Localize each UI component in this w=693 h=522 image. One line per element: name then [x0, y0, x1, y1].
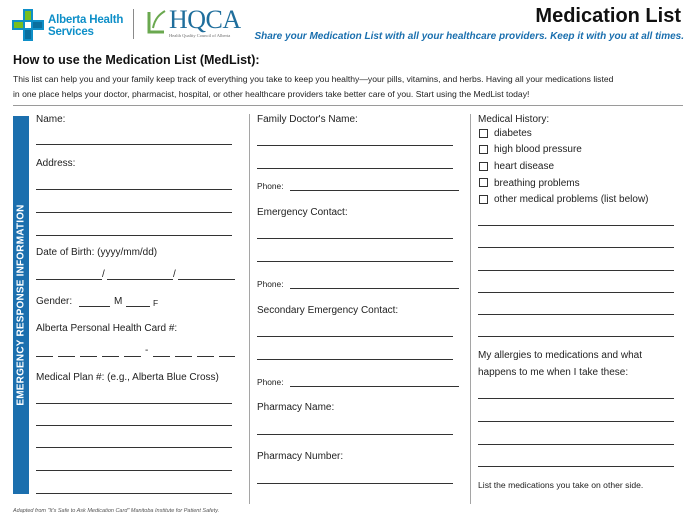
pharmacy-number-label: Pharmacy Number: — [257, 451, 344, 462]
gender-f-field[interactable] — [126, 306, 150, 307]
address-field-2[interactable] — [36, 212, 232, 213]
medical-history-field-6[interactable] — [478, 336, 674, 337]
family-doctor-field-2[interactable] — [257, 168, 453, 169]
dob-separator-2: / — [173, 269, 176, 280]
other-medical-problems-label: other medical problems (list below) — [494, 194, 649, 205]
medical-plan-field-3[interactable] — [36, 447, 232, 448]
medical-history-label: Medical History: — [478, 114, 550, 125]
diabetes-label: diabetes — [494, 128, 532, 139]
high-blood-pressure-label: high blood pressure — [494, 144, 582, 155]
column-divider-1 — [249, 114, 250, 504]
emergency-banner — [13, 116, 29, 494]
health-card-digit[interactable] — [36, 356, 53, 357]
hqca-logo-subtitle: Health Quality Council of Alberta — [169, 33, 231, 38]
health-card-digit[interactable] — [80, 356, 97, 357]
health-card-digit[interactable] — [153, 356, 170, 357]
hqca-mark-icon — [146, 8, 168, 36]
doctor-phone-field[interactable] — [290, 190, 459, 191]
ahs-logo-line1: Alberta Health — [48, 14, 124, 26]
health-card-label: Alberta Personal Health Card #: — [36, 323, 178, 334]
allergies-field-2[interactable] — [478, 421, 674, 422]
gender-m-label: M — [114, 296, 123, 307]
dob-day-field[interactable] — [178, 279, 235, 280]
diabetes-checkbox[interactable] — [479, 129, 488, 138]
tagline: Share your Medication List with all your healthcare providers. Keep it with you at all times. — [254, 31, 684, 42]
allergies-field-1[interactable] — [478, 398, 674, 399]
gender-m-field[interactable] — [79, 306, 110, 307]
hqca-logo-text: HQCA — [169, 5, 241, 34]
section-divider — [13, 105, 683, 106]
health-card-dash: - — [145, 345, 149, 356]
secondary-phone-label: Phone: — [257, 377, 284, 387]
emergency-contact-field-1[interactable] — [257, 238, 453, 239]
how-to-heading: How to use the Medication List (MedList): — [13, 53, 260, 67]
address-field-1[interactable] — [36, 189, 232, 190]
ahs-logo-text — [48, 14, 123, 38]
medical-plan-field-1[interactable] — [36, 403, 232, 404]
family-doctor-field-1[interactable] — [257, 145, 453, 146]
emergency-contact-label: Emergency Contact: — [257, 207, 348, 218]
logo-divider — [133, 9, 134, 39]
page-title: Medication List — [535, 5, 681, 27]
secondary-contact-field-2[interactable] — [257, 359, 453, 360]
pharmacy-name-field[interactable] — [257, 434, 453, 435]
health-card-digit[interactable] — [175, 356, 192, 357]
medical-history-field-1[interactable] — [478, 225, 674, 226]
pharmacy-name-label: Pharmacy Name: — [257, 402, 335, 413]
intro-line-1: This list can help you and your family keep track of everything you take to keep you healthy—your pills, vitamins, and herbs. Having all your medications listed — [13, 74, 614, 84]
medical-history-field-2[interactable] — [478, 247, 674, 248]
ahs-logo-line2: Services — [48, 26, 94, 38]
high-blood-pressure-checkbox[interactable] — [479, 145, 488, 154]
allergies-field-4[interactable] — [478, 466, 674, 467]
heart-disease-label: heart disease — [494, 161, 555, 172]
emergency-phone-field[interactable] — [290, 288, 459, 289]
intro-line-2: in one place helps your doctor, pharmacist, hospital, or other healthcare providers take better care of you. Start using the MedList today! — [13, 89, 530, 99]
attribution-footnote: Adapted from "It's Safe to Ask Medication Card" Manitoba Institute for Patient Safety. — [13, 508, 220, 514]
breathing-problems-checkbox[interactable] — [479, 178, 488, 187]
medical-plan-field-5[interactable] — [36, 493, 232, 494]
emergency-contact-field-2[interactable] — [257, 261, 453, 262]
medical-history-field-4[interactable] — [478, 292, 674, 293]
secondary-phone-field[interactable] — [290, 386, 459, 387]
medical-plan-field-2[interactable] — [36, 425, 232, 426]
health-card-digit[interactable] — [58, 356, 75, 357]
health-card-digit[interactable] — [124, 356, 141, 357]
dob-month-field[interactable] — [107, 279, 173, 280]
doctor-phone-label: Phone: — [257, 181, 284, 191]
heart-disease-checkbox[interactable] — [479, 162, 488, 171]
name-field[interactable] — [36, 144, 232, 145]
dob-year-field[interactable] — [36, 279, 102, 280]
medical-plan-field-4[interactable] — [36, 470, 232, 471]
dob-separator-1: / — [102, 269, 105, 280]
intro-text — [13, 72, 683, 102]
gender-label: Gender: — [36, 296, 73, 307]
health-card-digit[interactable] — [197, 356, 214, 357]
emergency-phone-label: Phone: — [257, 279, 284, 289]
medical-history-field-3[interactable] — [478, 270, 674, 271]
allergies-label-line-1: My allergies to medications and what — [478, 350, 642, 361]
emergency-banner-text: EMERGENCY RESPONSE INFORMATION — [15, 204, 27, 406]
allergies-label-line-2: happens to me when I take these: — [478, 367, 629, 378]
gender-f-label: F — [153, 298, 159, 308]
medical-history-field-5[interactable] — [478, 314, 674, 315]
ahs-cross-icon — [12, 9, 44, 41]
alberta-health-services-logo — [12, 9, 124, 41]
breathing-problems-label: breathing problems — [494, 178, 580, 189]
health-card-digit[interactable] — [219, 356, 235, 357]
other-side-note: List the medications you take on other side. — [478, 480, 644, 490]
health-card-digit[interactable] — [102, 356, 119, 357]
name-label: Name: — [36, 114, 66, 125]
pharmacy-number-field[interactable] — [257, 483, 453, 484]
secondary-contact-label: Secondary Emergency Contact: — [257, 305, 399, 316]
address-field-3[interactable] — [36, 235, 232, 236]
family-doctor-label: Family Doctor's Name: — [257, 114, 358, 125]
medical-plan-label: Medical Plan #: (e.g., Alberta Blue Cross) — [36, 372, 219, 383]
dob-label: Date of Birth: (yyyy/mm/dd) — [36, 247, 158, 258]
secondary-contact-field-1[interactable] — [257, 336, 453, 337]
column-divider-2 — [470, 114, 471, 504]
address-label: Address: — [36, 158, 76, 169]
hqca-logo — [146, 6, 256, 40]
other-medical-problems-checkbox[interactable] — [479, 195, 488, 204]
allergies-field-3[interactable] — [478, 444, 674, 445]
